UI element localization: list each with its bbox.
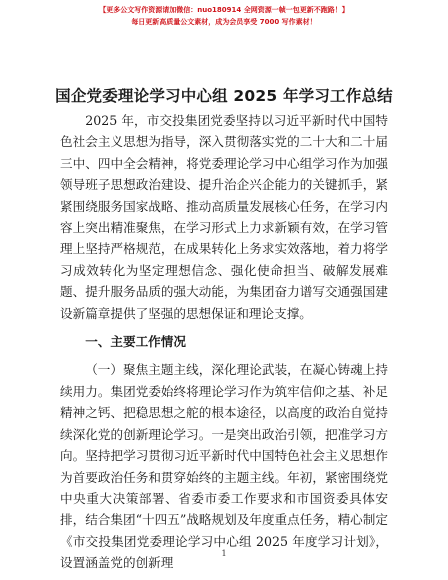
section-heading-1: 一、主要工作情况 — [85, 334, 186, 350]
document-body — [60, 110, 388, 574]
promo-banner — [0, 4, 448, 28]
intro-paragraph: 2025 年，市交投集团党委坚持以习近平新时代中国特色社会主义思想为指导，深入贯彻落实党的二十大和二十届三中、四中全会精神，将党委理论学习中心组学习作为加强领导班子思想政治建设、提升治企兴企能力的关键抓手，紧紧围绕服务国家战略、推动高质量发展核心任务，在学习内容上突出精准聚焦，在学习形式上力求新颖有效，在学习管理上坚持严格规范，在成果转化上务求实效落地，着力将学习成效转化为坚定理想信念、强化使命担当、破解发展难题、提升服务品质的强大动能，为集团奋力谱写交通强国建设新篇章提供了坚强的思想保证和理论支撑。 — [60, 113, 388, 321]
promo-banner-line-2: 每日更新高质量公文素材，成为会员享受 7000 写作素材！ — [131, 18, 317, 26]
document-title: 国企党委理论学习中心组 2025 年学习工作总结 — [55, 87, 393, 105]
section-1-paragraph-1: （一）聚焦主题主线，深化理论武装，在凝心铸魂上持续用力。集团党委始终将理论学习作为筑牢信仰之基、补足精神之钙、把稳思想之舵的根本途径，以高度的政治自觉持续深化党的创新理论学习。一是突出政治引领，把准学习方向。坚持把学习贯彻习近平新时代中国特色社会主义思想作为首要政治任务和贯穿始终的主题主线。年初，紧密围绕党中央重大决策部署、省委市委工作要求和市国资委具体安排，结合集团“十四五”战略规划及年度重点任务，精心制定《市交投集团党委理论学习中心组 2025 年度学习计划》，设置涵盖党的创新理 — [60, 362, 388, 571]
promo-banner-line-1: 【更多公文写作资源请加微信：nuo180914 全网资源一帧一包更新不跑路！】 — [99, 6, 349, 14]
page-number: 1 — [221, 549, 227, 558]
